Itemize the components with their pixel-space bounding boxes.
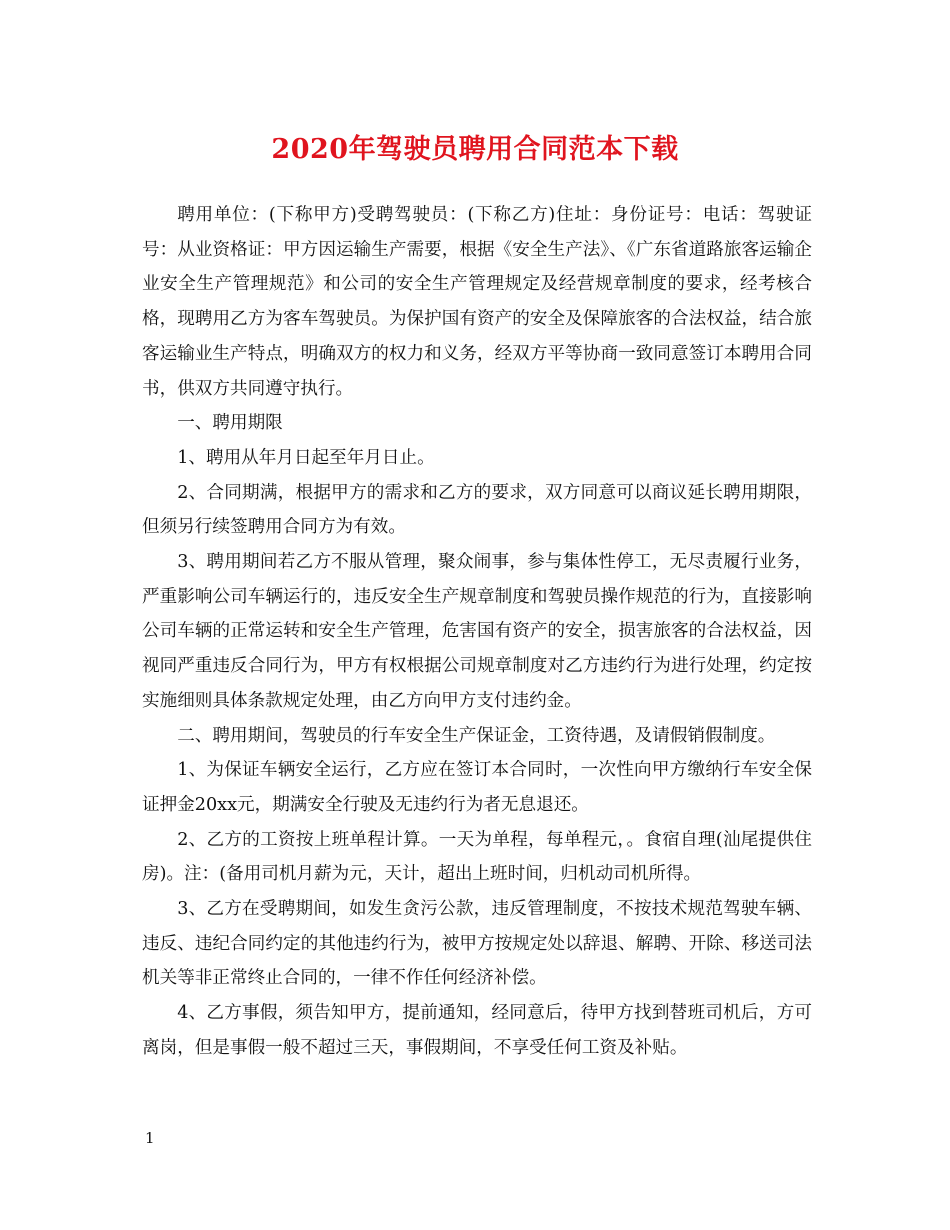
paragraph-term-1: 1、聘用从年月日起至年月日止。 xyxy=(177,447,435,468)
page-number: 1 xyxy=(145,1129,155,1147)
paragraph-duties-1: 1、为保证车辆安全运行，乙方应在签订本合同时，一次性向甲方缴纳行车安全保证押金20xx元，期满安全行驶及无违约行为者无息退还。 xyxy=(142,760,812,815)
paragraph-duties-3: 3、乙方在受聘期间，如发生贪污公款，违反管理制度，不按技术规范驾驶车辆、违反、违纪合同约定的其他违约行为，被甲方按规定处以辞退、解聘、开除、移送司法机关等非正常终止合同的，一律不作任何经济补偿。 xyxy=(142,899,812,989)
paragraph-duties-4: 4、乙方事假，须告知甲方，提前通知，经同意后，待甲方找到替班司机后，方可离岗，但是事假一般不超过三天，事假期间，不享受任何工资及补贴。 xyxy=(142,1003,812,1058)
section-heading-term: 一、聘用期限 xyxy=(177,413,283,434)
paragraph-preamble: 聘用单位：(下称甲方)受聘驾驶员：(下称乙方)住址：身份证号：电话：驾驶证号：从业资格证：甲方因运输生产需要，根据《安全生产法》、《广东省道路旅客运输企业安全生产管理规范》和公司的安全生产管理规定及经营规章制度的要求，经考核合格，现聘用乙方为客车驾驶员。为保护国有资产的安全及保障旅客的合法权益，结合旅客运输业生产特点，明确双方的权力和义务，经双方平等协商一致同意签订本聘用合同书，供双方共同遵守执行。 xyxy=(142,205,812,399)
paragraph-term-2: 2、合同期满，根据甲方的需求和乙方的要求，双方同意可以商议延长聘用期限，但须另行续签聘用合同方为有效。 xyxy=(142,482,812,538)
paragraph-duties-2: 2、乙方的工资按上班单程计算。一天为单程，每单程元，。食宿自理(汕尾提供住房)。注：(备用司机月薪为元，天计，超出上班时间，归机动司机所得。 xyxy=(142,829,812,885)
section-heading-duties: 二、聘用期间，驾驶员的行车安全生产保证金，工资待遇，及请假销假制度。 xyxy=(177,725,776,746)
document-title: 2020年驾驶员聘用合同范本下载 xyxy=(271,134,679,165)
document-body xyxy=(142,198,812,1066)
paragraph-term-3: 3、聘用期间若乙方不服从管理，聚众闹事，参与集体性停工，无尽责履行业务，严重影响公司车辆运行的，违反安全生产规章制度和驾驶员操作规范的行为，直接影响公司车辆的正常运转和安全生产管理，危害国有资产的安全，损害旅客的合法权益，因视同严重违反合同行为，甲方有权根据公司规章制度对乙方违约行为进行处理，约定按实施细则具体条款规定处理，由乙方向甲方支付违约金。 xyxy=(142,552,812,711)
